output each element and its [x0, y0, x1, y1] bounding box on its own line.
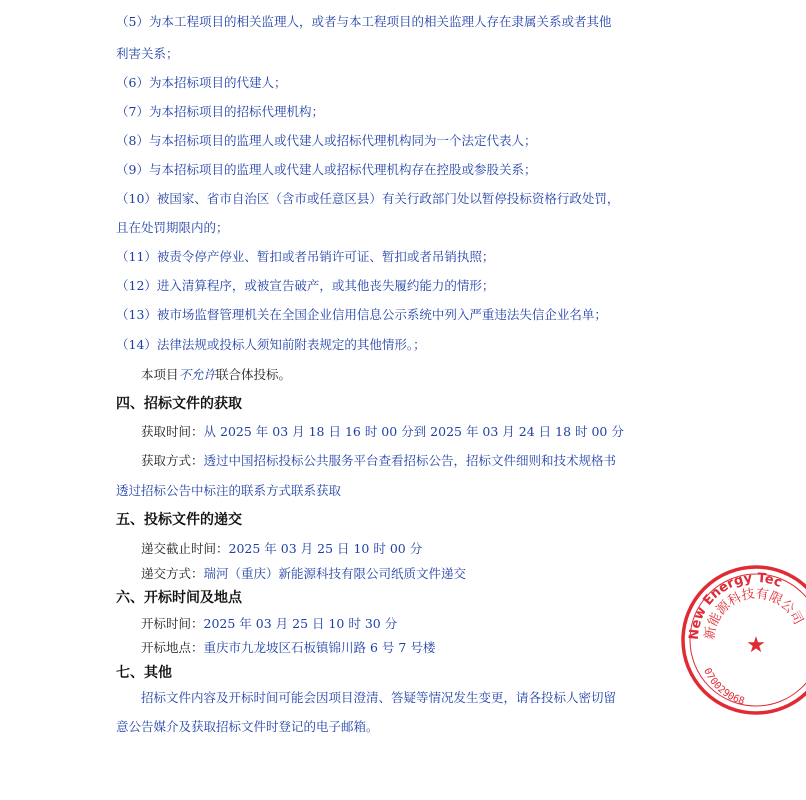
list-item-10: （10）被国家、省市自治区（含市或任意区县）有关行政部门处以暂停投标资格行政处罚，	[116, 191, 620, 206]
acquire-method-cont: 透过招标公告中标注的联系方式联系获取	[116, 483, 342, 498]
acquire-time-row	[141, 423, 624, 441]
submit-method-row	[141, 565, 466, 583]
acquire-time-value: 从 2025 年 03 月 18 日 16 时 00 分到 2025 年 03 月 24 日 18 时 00 分	[203, 424, 624, 439]
consortium-line	[141, 366, 291, 384]
submit-method-value: 瑞河（重庆）新能源科技有限公司纸质文件递交	[203, 566, 467, 581]
list-item-14: （14）法律法规或投标人须知前附表规定的其他情形。；	[116, 337, 426, 352]
consortium-prefix: 本项目	[141, 367, 179, 382]
seal-star-icon: ★	[746, 633, 766, 658]
section-5-heading: 五、投标文件的递交	[116, 512, 242, 528]
list-item-8: （8）与本招标项目的监理人或代建人或招标代理机构同为一个法定代表人；	[116, 133, 537, 148]
seal-text-cn: 新能源科技有限公司	[702, 586, 806, 641]
list-item-11: （11）被责令停产停业、暂扣或者吊销许可证、暂扣或者吊销执照；	[116, 249, 495, 264]
submit-method-label: 递交方式：	[141, 566, 204, 581]
deadline-value: 2025 年 03 月 25 日 10 时 00 分	[228, 541, 423, 556]
section-6-heading: 六、开标时间及地点	[116, 590, 242, 606]
consortium-value: 不允许	[178, 367, 217, 382]
seal-number: 070029068	[701, 666, 746, 708]
list-item-5-cont: 利害关系；	[116, 46, 179, 61]
list-item-6: （6）为本招标项目的代建人；	[116, 75, 287, 90]
company-seal	[676, 560, 806, 720]
opening-time-label: 开标时间：	[141, 616, 204, 631]
list-item-9: （9）与本招标项目的监理人或代建人或招标代理机构存在控股或参股关系；	[116, 162, 537, 177]
list-item-13: （13）被市场监督管理机关在全国企业信用信息公示系统中列入严重违法失信企业名单；	[116, 307, 607, 322]
other-note-line2: 意公告媒介及获取招标文件时登记的电子邮箱。	[116, 719, 379, 734]
deadline-row	[141, 540, 422, 558]
list-item-5: （5）为本工程项目的相关监理人，或者与本工程项目的相关监理人存在隶属关系或者其他	[116, 14, 612, 29]
acquire-method-value: 透过中国招标投标公共服务平台查看招标公告，招标文件细则和技术规格书	[203, 453, 617, 468]
opening-time-value: 2025 年 03 月 25 日 10 时 30 分	[203, 616, 398, 631]
section-7-heading: 七、其他	[116, 665, 172, 681]
deadline-label: 递交截止时间：	[141, 541, 229, 556]
acquire-time-label: 获取时间：	[141, 424, 204, 439]
seal-text-en: New Energy Tec	[686, 570, 784, 641]
consortium-suffix: 联合体投标。	[216, 367, 292, 382]
section-4-heading: 四、招标文件的获取	[116, 396, 242, 412]
list-item-10-cont: 且在处罚期限内的；	[116, 220, 229, 235]
opening-place-row	[141, 639, 435, 657]
opening-place-value: 重庆市九龙坡区石板镇锦川路 6 号 7 号楼	[203, 640, 436, 655]
acquire-method-label: 获取方式：	[141, 453, 204, 468]
list-item-7: （7）为本招标项目的招标代理机构；	[116, 104, 324, 119]
opening-time-row	[141, 615, 397, 633]
other-note-line1: 招标文件内容及开标时间可能会因项目澄清、答疑等情况发生变更，请各投标人密切留	[141, 690, 617, 705]
list-item-12: （12）进入清算程序，或被宣告破产，或其他丧失履约能力的情形；	[116, 278, 495, 293]
acquire-method-row	[141, 452, 616, 470]
opening-place-label: 开标地点：	[141, 640, 204, 655]
